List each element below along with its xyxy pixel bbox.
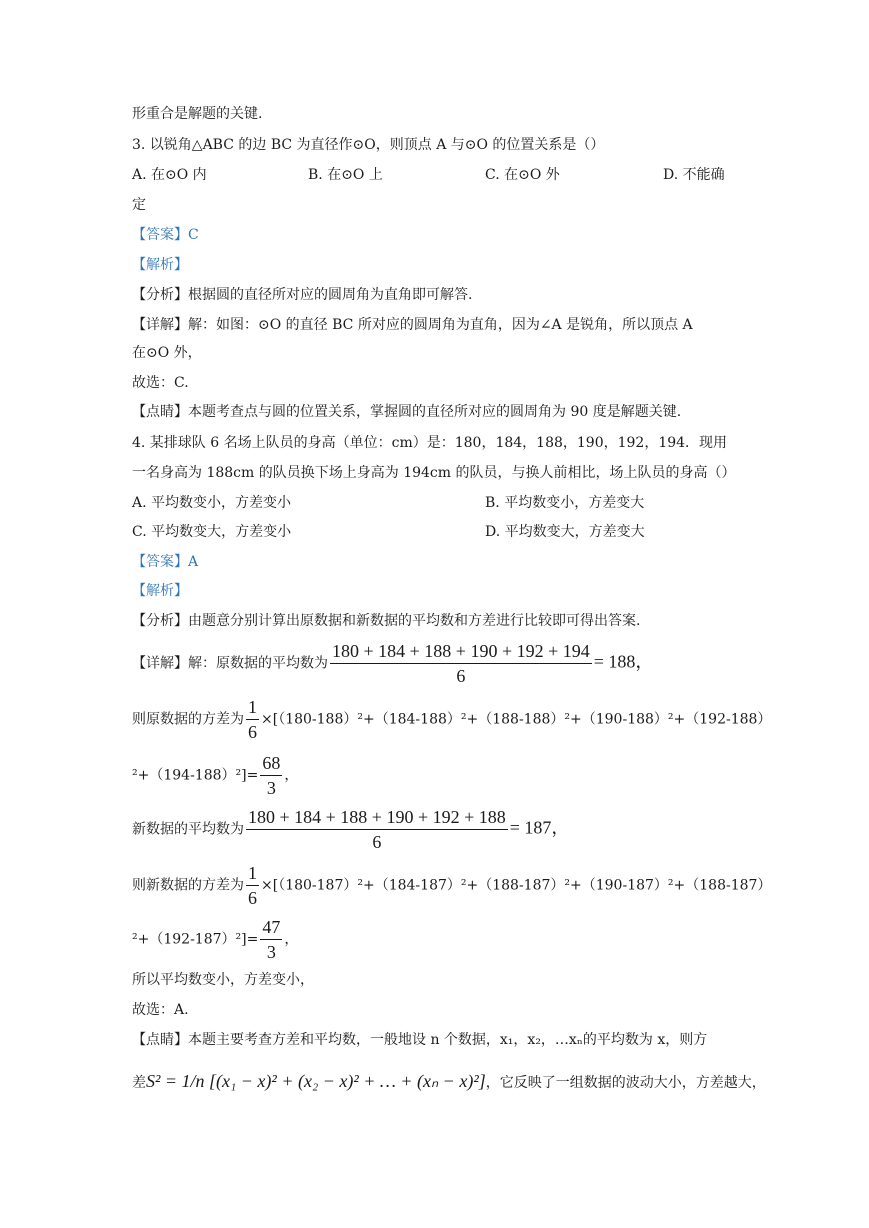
q4-option-b: B. 平均数变小，方差变大 xyxy=(485,495,645,511)
mean-fraction xyxy=(330,640,592,687)
dianjing-tag: 【点睛】 xyxy=(132,1032,188,1048)
xiangjie-tag: 【详解】 xyxy=(132,317,188,333)
fenxi-tag: 【分析】 xyxy=(132,613,188,629)
q3-option-a: A. 在⊙O 内 xyxy=(132,167,207,183)
one-sixth-fraction xyxy=(246,862,259,909)
q3-option-d: D. 不能确 xyxy=(663,167,725,183)
fraction-numerator: 180 + 184 + 188 + 190 + 192 + 188 xyxy=(246,806,508,830)
one-sixth-fraction xyxy=(246,696,259,743)
q3-jiexi-tag: 【解析】 xyxy=(132,257,188,273)
fraction-denominator: 6 xyxy=(456,666,466,686)
question-4-stem-1: 4. 某排球队 6 名场上队员的身高（单位：cm）是：180，184，188，190，192，194．现用 xyxy=(132,435,728,451)
fraction-numerator: 47 xyxy=(260,916,282,940)
q4-variance-original-cont xyxy=(132,752,298,799)
variance-body-cont: ²+（192-187）²]= xyxy=(132,931,259,948)
q4-option-a: A. 平均数变小，方差变小 xyxy=(132,495,292,511)
fraction-denominator: 6 xyxy=(372,832,382,852)
dianjing-text: 本题主要考查方差和平均数，一般地设 n 个数据，x₁，x₂，…xₙ的平均数为 x，则方 xyxy=(188,1032,708,1048)
variance-result-fraction xyxy=(260,752,282,799)
dianjing-tag: 【点睛】 xyxy=(132,404,188,420)
q4-fenxi xyxy=(132,611,640,631)
formula-suffix: ，它反映了一组数据的波动大小，方差越大， xyxy=(485,1075,766,1091)
answer-tag: 【答案】 xyxy=(132,227,188,243)
fraction-denominator: 6 xyxy=(248,888,257,908)
variance-body-cont: ²+（194-188）²]= xyxy=(132,767,259,784)
q3-option-d-cont: 定 xyxy=(132,197,146,213)
fraction-numerator: 1 xyxy=(246,696,259,720)
fraction-numerator: 1 xyxy=(246,862,259,886)
xiangjie-text: 解：如图：⊙O 的直径 BC 所对应的圆周角为直角，因为∠A 是锐角，所以顶点 A xyxy=(188,317,693,333)
xiangjie-tag: 【详解】 xyxy=(132,655,188,672)
fraction-denominator: 6 xyxy=(248,722,257,742)
variance-text: 则原数据的方差为 xyxy=(132,711,244,728)
q3-option-c: C. 在⊙O 外 xyxy=(485,167,560,183)
question-4-stem-2: 一名身高为 188cm 的队员换下场上身高为 194cm 的队员，与换人前相比，场上队员的身高（） xyxy=(132,465,736,481)
q4-jiexi-tag: 【解析】 xyxy=(132,583,188,599)
q4-mean-new xyxy=(132,806,569,853)
q3-fenxi xyxy=(132,285,472,305)
q4-answer xyxy=(132,552,198,572)
q4-dianjing xyxy=(132,1030,707,1050)
fraction-denominator: 3 xyxy=(266,942,276,962)
fenxi-text: 由题意分别计算出原数据和新数据的平均数和方差进行比较即可得出答案. xyxy=(188,613,641,629)
q3-answer xyxy=(132,225,199,245)
variance-body: ×[（180-187）²+（184-187）²+（188-187）²+（190-187）²+（188-187） xyxy=(261,877,772,894)
variance-result-fraction xyxy=(260,916,282,963)
q3-xiangjie-cont: 在⊙O 外， xyxy=(132,345,202,361)
q3-dianjing xyxy=(132,402,681,422)
fraction-denominator: 3 xyxy=(266,778,276,798)
fraction-numerator: 180 + 184 + 188 + 190 + 192 + 194 xyxy=(330,640,592,664)
fraction-numerator: 68 xyxy=(260,752,282,776)
fenxi-tag: 【分析】 xyxy=(132,287,188,303)
answer-tag: 【答案】 xyxy=(132,554,188,570)
q4-variance-original xyxy=(132,696,771,743)
q4-guxuan: 故选：A. xyxy=(132,1002,189,1018)
text-line: 形重合是解题的关键. xyxy=(132,106,263,122)
fenxi-text: 根据圆的直径所对应的圆周角为直角即可解答. xyxy=(188,287,473,303)
q4-option-c: C. 平均数变大，方差变小 xyxy=(132,524,292,540)
answer-value: A xyxy=(188,554,199,570)
q4-variance-new xyxy=(132,862,771,909)
variance-end: ， xyxy=(284,767,299,784)
formula-prefix: 差 xyxy=(132,1075,146,1091)
variance-formula: S² = 1/n [(x₁ − x)² + (x₂ − x)² + … + (xₙ − x)²] xyxy=(146,1071,486,1091)
q3-guxuan: 故选：C. xyxy=(132,375,189,391)
q3-option-b: B. 在⊙O 上 xyxy=(308,167,383,183)
mean-text: 解：原数据的平均数为 xyxy=(188,655,328,672)
dianjing-text: 本题考查点与圆的位置关系，掌握圆的直径所对应的圆周角为 90 度是解题关键. xyxy=(188,404,682,420)
mean-result: = 187， xyxy=(509,817,570,838)
mean-text: 新数据的平均数为 xyxy=(132,821,244,838)
q4-variance-formula-line xyxy=(132,1060,766,1106)
q4-mean-original xyxy=(132,640,653,687)
q3-xiangjie xyxy=(132,315,693,335)
answer-value: C xyxy=(188,227,199,243)
variance-text: 则新数据的方差为 xyxy=(132,877,244,894)
variance-body: ×[（180-188）²+（184-188）²+（188-188）²+（190-188）²+（192-188） xyxy=(261,711,772,728)
variance-end: ， xyxy=(284,931,299,948)
q4-conclusion: 所以平均数变小，方差变小， xyxy=(132,972,314,988)
mean-result: = 188， xyxy=(593,651,654,672)
q4-variance-new-cont xyxy=(132,916,298,963)
question-3-stem: 3. 以锐角△ABC 的边 BC 为直径作⊙O，则顶点 A 与⊙O 的位置关系是（） xyxy=(132,137,605,153)
q4-option-d: D. 平均数变大，方差变大 xyxy=(485,524,645,540)
mean-fraction xyxy=(246,806,508,853)
